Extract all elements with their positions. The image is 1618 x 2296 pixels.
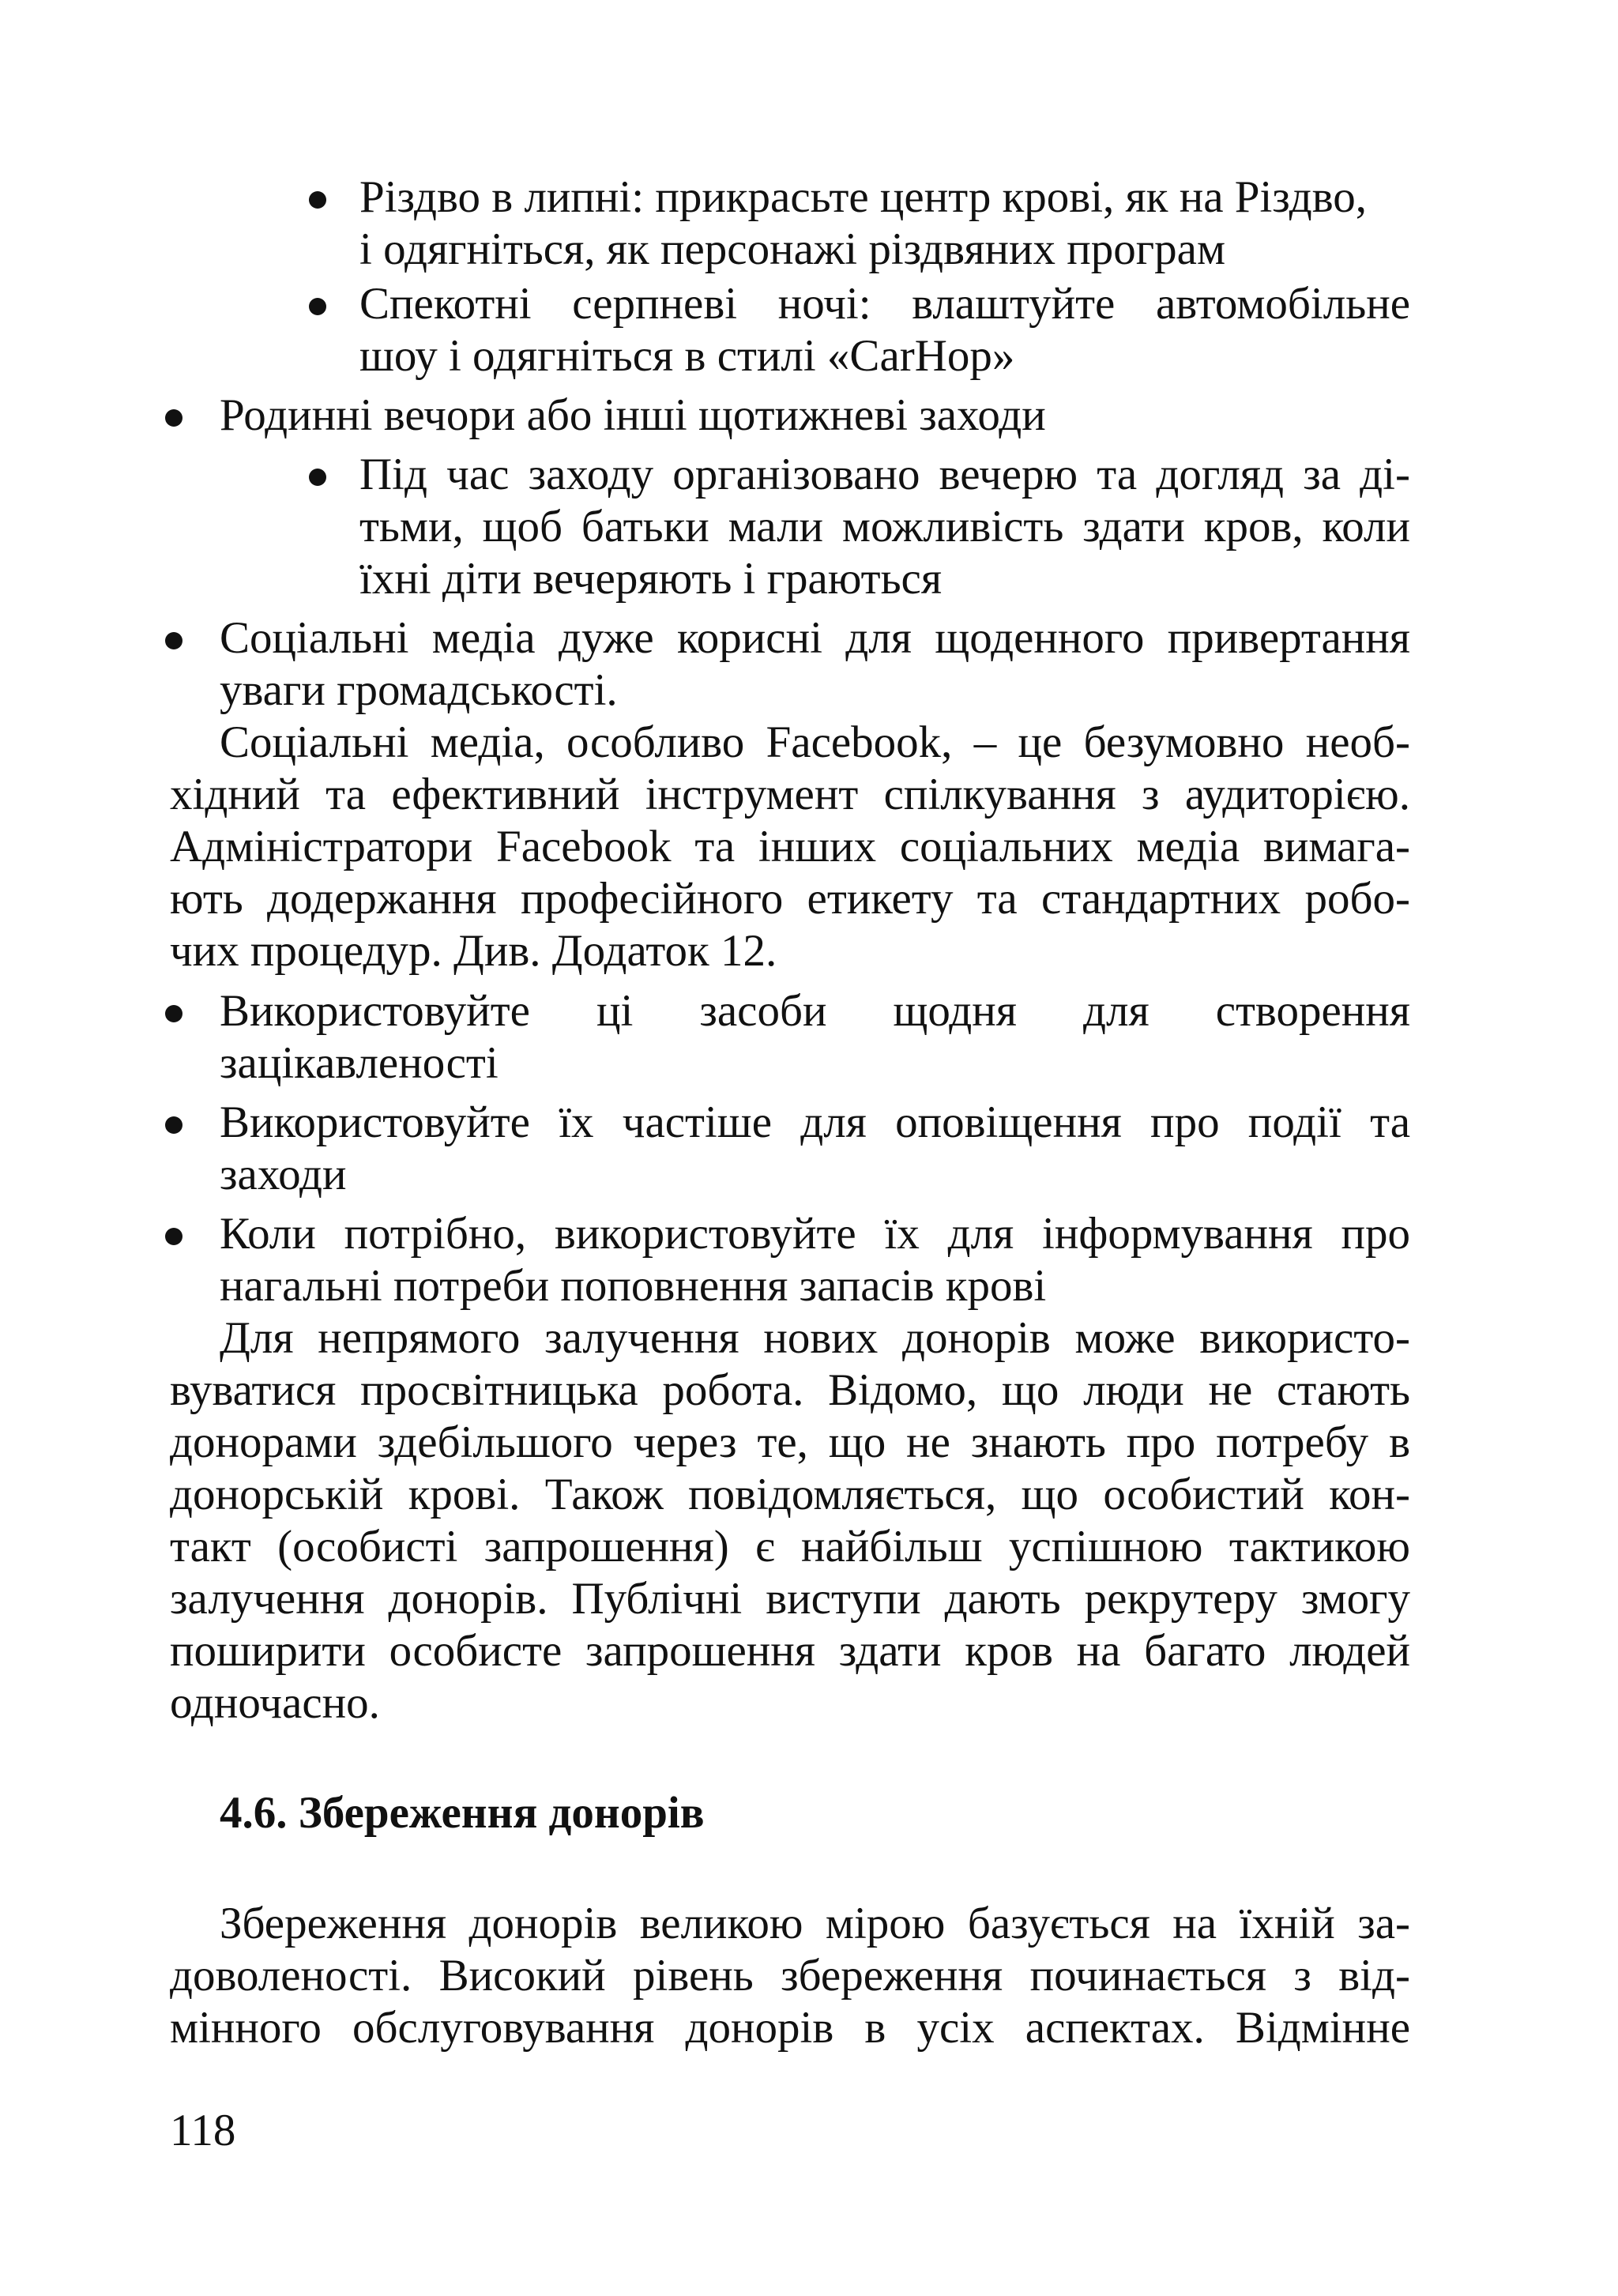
section-heading: 4.6. Збереження донорів xyxy=(220,1788,705,1838)
text-line: Соціальні медіа, особливо Facebook, – це безумовно необ- xyxy=(220,717,1410,767)
text-line: вуватися просвітницька робота. Відомо, що люди не стають xyxy=(170,1365,1410,1415)
text-line: хідний та ефективний інструмент спілкування з аудиторією. xyxy=(170,770,1410,819)
text-line: тьми, щоб батьки мали можливість здати кров, коли xyxy=(359,502,1410,551)
text-line: Використовуйте ці засоби щодня для створення xyxy=(220,986,1410,1036)
text-line: чих процедур. Див. Додаток 12. xyxy=(170,926,777,976)
text-line: їхні діти вечеряють і граються xyxy=(359,554,943,604)
bullet-icon xyxy=(309,298,326,315)
bullet-icon xyxy=(165,1005,182,1022)
text-line: доволеності. Високий рівень збереження починається з від- xyxy=(170,1951,1410,2001)
text-line: зацікавленості xyxy=(220,1038,499,1088)
text-line: заходи xyxy=(220,1150,347,1199)
text-line: такт (особисті запрошення) є найбільш успішною тактикою xyxy=(170,1522,1410,1571)
text-line: шоу і одягніться в стилі «CarHop» xyxy=(359,331,1015,381)
text-line: ють додержання професійного етикету та стандартних робо- xyxy=(170,874,1410,924)
text-line: мінного обслуговування донорів в усіх аспектах. Відмінне xyxy=(170,2003,1410,2053)
page-number: 118 xyxy=(170,2106,236,2155)
text-line: Використовуйте їх частіше для оповіщення про події та xyxy=(220,1097,1410,1147)
text-line: Спекотні серпневі ночі: влаштуйте автомобільне xyxy=(359,279,1410,329)
bullet-icon xyxy=(309,191,326,209)
bullet-icon xyxy=(309,469,326,486)
text-line: донорській крові. Також повідомляється, що особистий кон- xyxy=(170,1470,1410,1519)
text-line: Під час заходу організовано вечерю та догляд за ді- xyxy=(359,450,1410,499)
text-line: нагальні потреби поповнення запасів крові xyxy=(220,1261,1047,1311)
text-line: Адміністратори Facebook та інших соціальних медіа вимага- xyxy=(170,822,1410,871)
bullet-icon xyxy=(165,409,182,427)
text-line: залучення донорів. Публічні виступи дають рекрутеру змогу xyxy=(170,1574,1410,1624)
text-line: донорами здебільшого через те, що не знають про потребу в xyxy=(170,1417,1410,1467)
text-line: Різдво в липні: прикрасьте центр крові, як на Різдво, xyxy=(359,172,1368,222)
text-line: і одягніться, як персонажі різдвяних програм xyxy=(359,224,1226,274)
text-line: Для непрямого залучення нових донорів може використо- xyxy=(220,1313,1410,1363)
text-line: Соціальні медіа дуже корисні для щоденного привертання xyxy=(220,613,1410,663)
text-line: Збереження донорів великою мірою базується на їхній за- xyxy=(220,1899,1410,1948)
text-line: Коли потрібно, використовуйте їх для інформування про xyxy=(220,1209,1410,1259)
bullet-icon xyxy=(165,632,182,649)
text-line: Родинні вечори або інші щотижневі заходи xyxy=(220,390,1046,440)
bullet-icon xyxy=(165,1116,182,1134)
text-line: одночасно. xyxy=(170,1678,380,1728)
bullet-icon xyxy=(165,1228,182,1245)
text-line: поширити особисте запрошення здати кров на багато людей xyxy=(170,1626,1410,1676)
text-line: уваги громадськості. xyxy=(220,665,618,715)
